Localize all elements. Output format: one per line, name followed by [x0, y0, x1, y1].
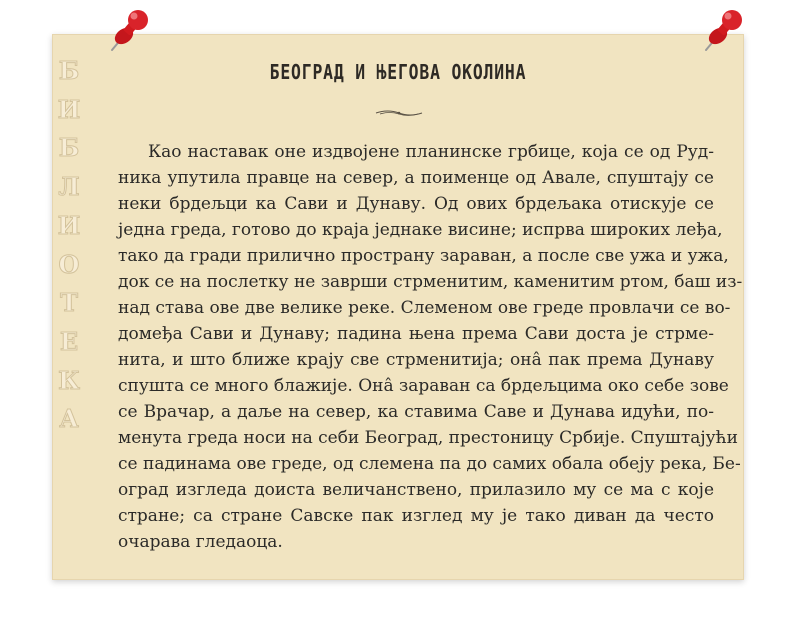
watermark-letter: Б	[58, 56, 80, 85]
text-line: ника упутила правце на север, а поименце од Авале, спуштају се	[118, 168, 714, 188]
text-line: нита, и што ближе крају све стрменитија; она̂ пак према Дунаву	[118, 350, 714, 370]
watermark-letter: К	[58, 365, 80, 395]
page-title: БЕОГРАД И ЊЕГОВА ОКОЛИНА	[269, 60, 527, 84]
watermark-letter: Т	[60, 288, 78, 318]
text-line: док се на послетку не заврши стрменитим, каменитим ртом, баш из-	[118, 272, 743, 292]
text-line: тако да гради прилично пространу зараван, а после све ужа и ужа,	[118, 246, 729, 266]
ornament-divider-icon	[374, 108, 424, 118]
text-line: очарава гледаоца.	[118, 532, 283, 552]
watermark-letter: А	[59, 404, 79, 434]
text-line: оград изгледа доиста величанствено, прилазило му се ма с које	[118, 480, 714, 500]
text-line: стране; са стране Савске пак изглед му је тако диван да често	[118, 506, 714, 526]
text-line: менута греда носи на себи Београд, престоницу Србије. Спуштајући	[118, 428, 738, 448]
watermark-letter: И	[57, 210, 81, 240]
text-line: се падинама ове греде, од слемена па до самих обала обеју река, Бе-	[118, 454, 741, 474]
text-line: над става ове две велике реке. Слеменом ове греде провлачи се во-	[118, 298, 731, 318]
watermark-letter: О	[58, 249, 80, 279]
watermark-letter: Л	[58, 172, 80, 202]
push-pin-icon	[702, 8, 748, 52]
body-paragraph	[118, 139, 743, 555]
watermark-letter: Б	[58, 133, 80, 163]
text-line: спушта се много блажије. Она̂ зараван са брдељцима око себе зове	[118, 376, 729, 396]
text-line: домеђа Сави и Дунаву; падина њена према Сави доста је стрме-	[118, 324, 714, 344]
watermark-letter: Е	[59, 326, 79, 356]
text-line: Као наставак оне издвојене планинске грбице, која се од Руд-	[148, 142, 714, 162]
text-line: једна греда, готово до краја једнаке висине; испрва широких леђа,	[118, 220, 723, 240]
document-page	[52, 34, 744, 580]
text-line: неки брдељци ка Сави и Дунаву. Од ових брдељака отискује се	[118, 194, 714, 214]
text-line: се Врачар, а даље на север, ка ставима Саве и Дунава идући, по-	[118, 402, 714, 422]
watermark-letter: И	[57, 94, 81, 124]
push-pin-icon	[108, 8, 154, 52]
library-watermark	[57, 52, 81, 439]
